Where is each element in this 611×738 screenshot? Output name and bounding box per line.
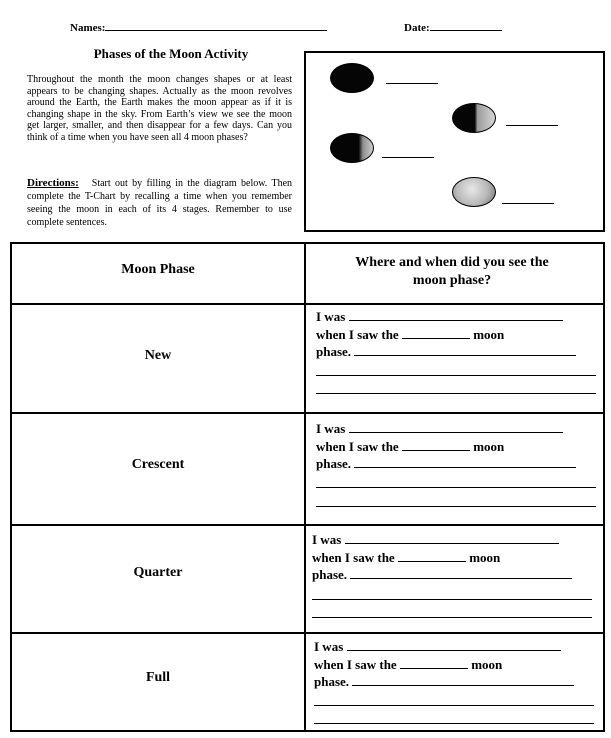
phase-label-full: Full [145,670,171,685]
response-block: I was when I saw the moon phase. [312,531,572,584]
names-line[interactable] [105,20,327,31]
response-block: I was when I saw the moon phase. [316,420,576,473]
answer-blank[interactable] [347,639,561,651]
answer-blank[interactable] [354,344,576,356]
answer-line[interactable] [312,599,592,600]
phase-label-new: New [144,348,172,363]
answer-line[interactable] [316,506,596,507]
answer-blank[interactable] [345,532,559,544]
row-divider [12,632,603,634]
date-field[interactable] [404,20,502,34]
answer-line[interactable] [314,705,594,706]
diagram-answer-line[interactable] [502,203,554,204]
answer-blank[interactable] [402,327,470,339]
names-field[interactable] [70,20,327,34]
t-chart [10,242,605,732]
date-label: Date: [404,22,430,34]
response-block: I was when I saw the moon phase. [316,308,576,361]
directions-label: Directions: [27,177,79,189]
date-line[interactable] [430,20,502,31]
answer-blank[interactable] [350,567,572,579]
directions-text: Start out by filling in the diagram below. Then complete the T-Chart by recalling a time when you remember seeing the moon in each of its 4 stages. Remember to use complete sentences. [27,178,293,228]
phase-label-quarter: Quarter [133,565,183,580]
where-when-header: Where and when did you see the moon phase? [355,255,549,288]
diagram-answer-line[interactable] [386,83,438,84]
answer-line[interactable] [314,723,594,724]
intro-paragraph: Throughout the month the moon changes shapes or at least appears to be changing shapes. Actually as the moon revolves around the Earth, the Earth makes the moon appear as if it is changing shape in the sky. From Earth’s view we see the moon get larger, smaller, and then disappear for a few days. Can you think of a time when you have seen all 4 moon phases? [27,74,292,143]
column-divider [304,244,306,730]
answer-blank[interactable] [354,456,576,468]
answer-blank[interactable] [402,439,470,451]
answer-blank[interactable] [398,550,466,562]
crescent-moon-icon [330,133,374,163]
new-moon-icon [330,63,374,93]
row-divider [12,303,603,305]
answer-line[interactable] [316,487,596,488]
answer-blank[interactable] [349,309,563,321]
answer-line[interactable] [316,393,596,394]
moon-phase-header: Moon Phase [121,262,195,277]
answer-blank[interactable] [349,421,563,433]
row-divider [12,524,603,526]
phase-label-crescent: Crescent [131,457,185,472]
names-label: Names: [70,22,106,34]
response-block: I was when I saw the moon phase. [314,638,574,691]
full-moon-icon [452,177,496,207]
answer-line[interactable] [316,375,596,376]
quarter-moon-icon [452,103,496,133]
answer-line[interactable] [312,617,592,618]
diagram-answer-line[interactable] [382,157,434,158]
moon-phase-diagram [304,51,605,232]
directions-paragraph [27,177,292,229]
page-title: Phases of the Moon Activity [93,46,249,61]
answer-blank[interactable] [352,674,574,686]
answer-blank[interactable] [400,657,468,669]
row-divider [12,412,603,414]
diagram-answer-line[interactable] [506,125,558,126]
